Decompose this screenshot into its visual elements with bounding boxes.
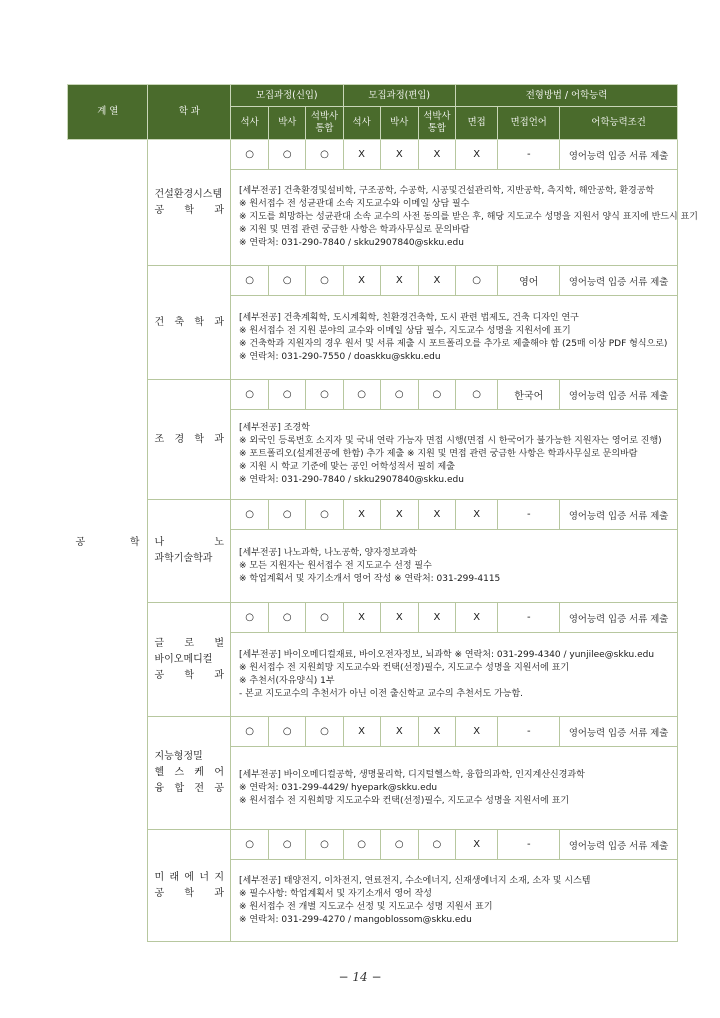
cell-language-condition: 영어능력 입증 서류 제출	[560, 380, 678, 410]
detail-line: ※ 원서접수 전 개별 지도교수 선정 및 지도교수 성명 지원서 표기	[239, 901, 493, 912]
cell-mark: ○	[418, 380, 455, 410]
dept-details	[231, 530, 678, 603]
cell-mark: 한국어	[498, 380, 560, 410]
cell-mark: ○	[343, 830, 380, 860]
cell-mark: -	[498, 717, 560, 747]
header-field: 계 열	[68, 85, 148, 140]
cell-mark: X	[456, 717, 498, 747]
detail-line: ※ 연락처: 031-299-4429/ hyepark@skku.edu	[239, 782, 438, 793]
detail-line: [세부전공] 조경학	[239, 423, 310, 433]
header-group-transfer: 모집과정(편입)	[343, 85, 455, 107]
cell-mark: X	[343, 500, 380, 530]
cell-mark: 영어	[498, 266, 560, 296]
cell-mark: ○	[380, 380, 418, 410]
header-sub-6: 면접	[456, 107, 498, 140]
detail-line: ※ 포트폴리오(설계전공에 한함) 추가 제출 ※ 지원 및 면접 관련 궁금한 사항은 학과사무실로 문의바람	[239, 449, 638, 459]
detail-line: [세부전공] 바이오메디컬공학, 생명물리학, 디지털헬스학, 융합의과학, 인지계산신경과학	[239, 769, 585, 780]
cell-mark: X	[380, 603, 418, 633]
cell-mark: X	[343, 140, 380, 170]
cell-mark: X	[380, 717, 418, 747]
cell-mark: -	[498, 500, 560, 530]
cell-mark: ○	[269, 140, 306, 170]
cell-mark: ○	[269, 500, 306, 530]
cell-mark: X	[418, 500, 455, 530]
detail-line: [세부전공] 건축계획학, 도시계획학, 친환경건축학, 도시 관련 법제도, 건축 디자인 연구	[239, 312, 579, 323]
dept-name: 글 로 벌 바이오메디컬 공 학 과	[148, 603, 231, 717]
detail-line: ※ 지원 및 면접 관련 궁금한 사항은 학과사무실로 문의바람	[239, 225, 470, 235]
cell-mark: ○	[306, 266, 343, 296]
header-dept: 학 과	[148, 85, 231, 140]
detail-line: ※ 필수사항: 학업계획서 및 자기소개서 영어 작성	[239, 888, 432, 899]
cell-language-condition: 영어능력 입증 서류 제출	[560, 140, 678, 170]
cell-mark: X	[343, 266, 380, 296]
page-number: − 14 −	[338, 970, 382, 984]
detail-line: [세부전공] 건축환경및설비학, 구조공학, 수공학, 시공및건설관리학, 지반공학, 측지학, 해안공학, 환경공학	[239, 186, 655, 196]
cell-mark: ○	[306, 140, 343, 170]
detail-line: [세부전공] 나노과학, 나노공학, 양자정보과학	[239, 547, 417, 558]
detail-line: ※ 연락처: 031-290-7840 / skku2907840@skku.edu	[239, 475, 464, 485]
detail-line: ※ 원서접수 전 지원 분야의 교수와 이메일 상담 필수, 지도교수 성명을 지원서에 표기	[239, 325, 571, 336]
detail-line: - 본교 지도교수의 추천서가 아닌 이전 출신학교 교수의 추천서도 가능함.	[239, 688, 524, 699]
cell-mark: ○	[231, 830, 269, 860]
header-sub-7: 면접언어	[498, 107, 560, 140]
cell-mark: X	[380, 266, 418, 296]
dept-details	[231, 170, 698, 266]
detail-line: ※ 원서접수 전 지원희망 지도교수와 컨택(선정)필수, 지도교수 성명을 지원서에 표기	[239, 662, 570, 673]
dept-name: 지능형정밀 헬 스 케 어 융 합 전 공	[148, 717, 231, 830]
cell-mark: ○	[231, 603, 269, 633]
dept-name: 미 래 에 너 지 공 학 과	[148, 830, 231, 942]
cell-mark: X	[418, 603, 455, 633]
detail-line: ※ 외국인 등록번호 소지자 및 국내 연락 가능자 면접 시행(면접 시 한국어가 불가능한 지원자는 영어로 진행)	[239, 436, 662, 446]
header-group-new: 모집과정(신입)	[231, 85, 343, 107]
cell-mark: ○	[231, 380, 269, 410]
cell-mark: ○	[306, 380, 343, 410]
cell-mark: X	[456, 603, 498, 633]
cell-mark: ○	[456, 266, 498, 296]
detail-line: ※ 연락처: 031-299-4270 / mangoblossom@skku.edu	[239, 914, 472, 925]
cell-mark: ○	[231, 266, 269, 296]
admissions-table	[67, 84, 698, 942]
detail-line: ※ 지도를 희망하는 성균관대 소속 교수의 사전 동의를 받은 후, 해당 지도교수 성명을 지원서 양식 표지에 반드시 표기	[239, 212, 698, 222]
detail-line: ※ 원서접수 전 지원희망 지도교수와 컨택(선정)필수, 지도교수 성명을 지원서에 표기	[239, 795, 570, 806]
cell-mark: X	[343, 603, 380, 633]
admissions-table-page	[67, 84, 698, 942]
detail-line: [세부전공] 바이오메디컬재료, 바이오전자정보, 뇌과학 ※ 연락처: 031-299-4340 / yunjilee@skku.edu	[239, 649, 655, 660]
dept-details	[231, 747, 678, 830]
cell-mark: ○	[418, 830, 455, 860]
cell-mark: ○	[380, 830, 418, 860]
cell-mark: ○	[306, 830, 343, 860]
cell-mark: X	[380, 140, 418, 170]
cell-mark: -	[498, 603, 560, 633]
cell-mark: X	[380, 500, 418, 530]
detail-line: ※ 추천서(자유양식) 1부	[239, 675, 335, 686]
detail-line: ※ 원서접수 전 성균관대 소속 지도교수와 이메일 상담 필수	[239, 199, 470, 209]
detail-line: ※ 연락처: 031-290-7840 / skku2907840@skku.edu	[239, 238, 464, 248]
cell-mark: ○	[306, 500, 343, 530]
detail-line: ※ 지원 시 학교 기준에 맞는 공인 어학성적서 필히 제출	[239, 462, 455, 472]
dept-name: 조 경 학 과	[148, 380, 231, 500]
field-name: 공 학	[68, 140, 148, 942]
cell-language-condition: 영어능력 입증 서류 제출	[560, 830, 678, 860]
cell-mark: X	[456, 830, 498, 860]
cell-mark: ○	[269, 603, 306, 633]
cell-language-condition: 영어능력 입증 서류 제출	[560, 603, 678, 633]
detail-line: ※ 학업계획서 및 자기소개서 영어 작성 ※ 연락처: 031-299-4115	[239, 573, 501, 584]
header-sub-2: 석박사 통합	[306, 107, 343, 140]
detail-line: ※ 모든 지원자는 원서접수 전 지도교수 선정 필수	[239, 560, 432, 571]
dept-details	[231, 296, 678, 380]
dept-name: 건 축 학 과	[148, 266, 231, 380]
cell-mark: ○	[269, 717, 306, 747]
cell-mark: X	[343, 717, 380, 747]
cell-mark: X	[456, 140, 498, 170]
cell-language-condition: 영어능력 입증 서류 제출	[560, 266, 678, 296]
header-sub-1: 박사	[269, 107, 306, 140]
cell-language-condition: 영어능력 입증 서류 제출	[560, 717, 678, 747]
header-sub-0: 석사	[231, 107, 269, 140]
cell-mark: -	[498, 830, 560, 860]
cell-mark: -	[498, 140, 560, 170]
detail-line: [세부전공] 태양전지, 이차전지, 연료전지, 수소에너지, 신재생에너지 소재, 소자 및 시스템	[239, 875, 591, 886]
cell-mark: ○	[269, 830, 306, 860]
cell-mark: ○	[456, 380, 498, 410]
cell-mark: ○	[231, 140, 269, 170]
cell-mark: ○	[343, 380, 380, 410]
cell-mark: X	[418, 266, 455, 296]
cell-mark: ○	[231, 500, 269, 530]
dept-details	[231, 860, 678, 942]
cell-mark: X	[418, 717, 455, 747]
dept-details	[231, 410, 678, 500]
cell-mark: ○	[231, 717, 269, 747]
cell-mark: ○	[269, 380, 306, 410]
header-sub-8: 어학능력조건	[560, 107, 678, 140]
cell-mark: X	[418, 140, 455, 170]
cell-mark: ○	[269, 266, 306, 296]
dept-name: 건설환경시스템 공 학 과	[148, 140, 231, 266]
detail-line: ※ 건축학과 지원자의 경우 원서 및 서류 제출 시 포트폴리오를 추가로 제출해야 함 (25매 이상 PDF 형식으로)	[239, 338, 668, 349]
cell-mark: ○	[306, 603, 343, 633]
header-sub-5: 석박사 통합	[418, 107, 455, 140]
header-sub-4: 박사	[380, 107, 418, 140]
cell-mark: X	[456, 500, 498, 530]
cell-mark: ○	[306, 717, 343, 747]
dept-name: 나 노 과학기술학과	[148, 500, 231, 603]
cell-language-condition: 영어능력 입증 서류 제출	[560, 500, 678, 530]
dept-details	[231, 633, 678, 717]
header-sub-3: 석사	[343, 107, 380, 140]
header-group-method: 전형방법 / 어학능력	[456, 85, 678, 107]
detail-line: ※ 연락처: 031-290-7550 / doaskku@skku.edu	[239, 351, 441, 362]
